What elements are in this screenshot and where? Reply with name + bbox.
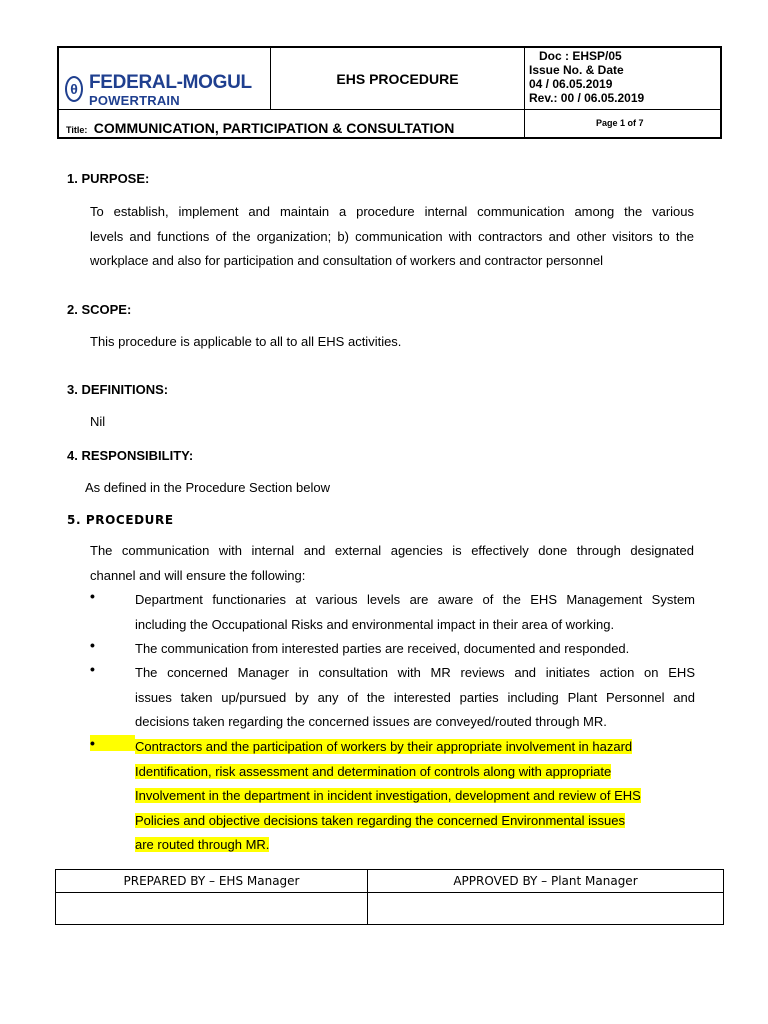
section-heading-procedure: 5. PROCEDURE xyxy=(67,513,174,527)
scope-text: This procedure is applicable to all to all EHS activities. xyxy=(90,334,402,349)
procedure-intro xyxy=(90,539,694,588)
highlighted-text-line: are routed through MR. xyxy=(135,837,270,852)
text-line: The communication with internal and external agencies is effectively done through designated xyxy=(90,543,694,558)
highlighted-text-line: Policies and objective decisions taken regarding the concerned Environmental issues xyxy=(135,812,625,828)
text-line-wrap xyxy=(135,833,695,858)
company-logo xyxy=(65,72,265,112)
issue-label: Issue No. & Date xyxy=(529,63,624,77)
bullet-icon: • xyxy=(90,637,95,653)
section-heading-definitions: 3. DEFINITIONS: xyxy=(67,382,169,397)
prepared-by-cell: PREPARED BY – EHS Manager xyxy=(123,874,300,888)
highlighted-text-line: Identification, risk assessment and determination of controls along with appropriate xyxy=(135,763,612,779)
revision: Rev.: 00 / 06.05.2019 xyxy=(529,91,645,105)
logo-mark-icon: θ xyxy=(65,76,83,102)
text-line-wrap xyxy=(135,735,695,760)
text-line: To establish, implement and maintain a procedure internal communication among the various xyxy=(90,204,694,219)
page-number: Page 1 of 7 xyxy=(596,118,644,128)
list-item xyxy=(135,588,695,637)
section-heading-scope: 2. SCOPE: xyxy=(67,302,132,317)
logo-subtitle: POWERTRAIN xyxy=(89,93,180,108)
signature-table xyxy=(55,869,724,925)
highlighted-list-item xyxy=(135,735,695,858)
bullet-icon: • xyxy=(90,661,95,677)
highlighted-text-line: Involvement in the department in incident investigation, development and review of EHS xyxy=(135,788,641,803)
logo-name: FEDERAL-MOGUL xyxy=(89,72,252,93)
responsibility-text: As defined in the Procedure Section below xyxy=(85,480,330,495)
document-header xyxy=(57,46,722,139)
document-info xyxy=(529,49,644,105)
text-line: The concerned Manager in consultation with MR reviews and initiates action on EHS xyxy=(135,665,695,680)
definitions-text: Nil xyxy=(90,414,106,429)
document-title: COMMUNICATION, PARTICIPATION & CONSULTATION xyxy=(93,120,455,136)
text-line-wrap xyxy=(135,809,695,834)
procedure-title: EHS PROCEDURE xyxy=(336,70,459,87)
section-heading-responsibility: 4. RESPONSIBILITY: xyxy=(67,448,194,463)
text-line: decisions taken regarding the concerned issues are conveyed/routed through MR. xyxy=(135,714,607,729)
highlighted-text-line: Contractors and the participation of workers by their appropriate involvement in hazard xyxy=(135,739,633,754)
bullet-icon: • xyxy=(90,588,95,604)
section-heading-purpose: 1. PURPOSE: xyxy=(67,171,150,186)
text-line: levels and functions of the organization; b) communication with contractors and other visitors to the xyxy=(90,228,694,244)
doc-number: Doc : EHSP/05 xyxy=(539,49,622,63)
text-line: issues taken up/pursued by any of the interested parties including Plant Personnel and xyxy=(135,689,695,705)
list-item xyxy=(135,637,695,662)
issue-value: 04 / 06.05.2019 xyxy=(529,77,613,91)
document-title-row xyxy=(66,120,454,138)
text-line: workplace and also for participation and consultation of workers and contractor personnel xyxy=(90,253,604,268)
purpose-text xyxy=(90,200,694,274)
bullet-icon: • xyxy=(90,735,135,751)
text-line: Department functionaries at various levels are aware of the EHS Management System xyxy=(135,592,695,607)
header-divider xyxy=(524,48,525,139)
table-divider xyxy=(56,892,723,893)
text-line: The communication from interested parties are received, documented and responded. xyxy=(135,641,630,656)
approved-by-cell: APPROVED BY – Plant Manager xyxy=(453,874,638,888)
list-item xyxy=(135,661,695,735)
text-line: channel and will ensure the following: xyxy=(90,567,306,583)
text-line: including the Occupational Risks and environmental impact in their area of working. xyxy=(135,616,615,632)
text-line-wrap xyxy=(135,760,695,785)
text-line-wrap xyxy=(135,784,695,809)
title-label: Title: xyxy=(66,125,88,135)
